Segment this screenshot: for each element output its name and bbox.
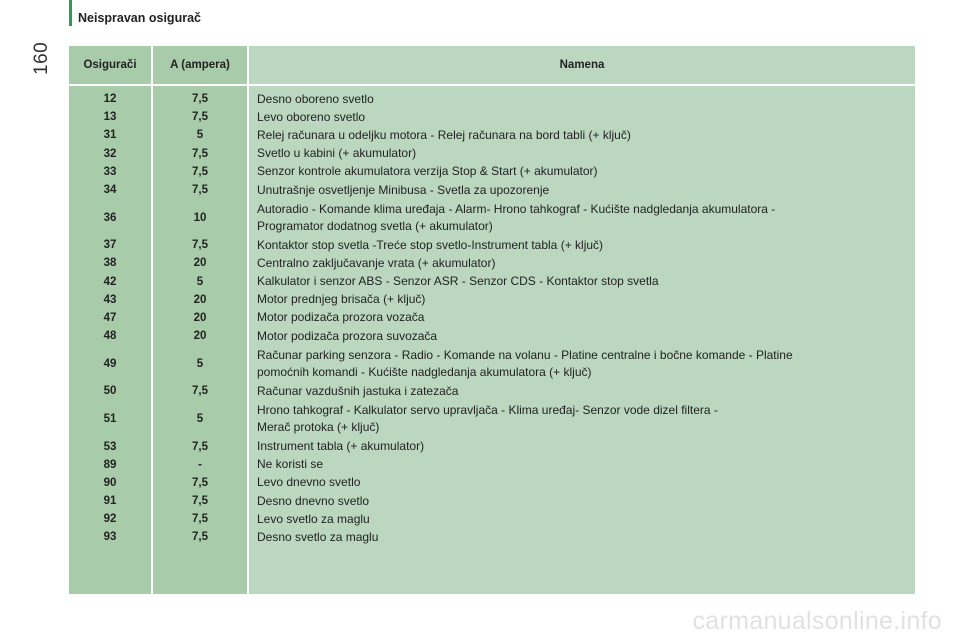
table-row bbox=[69, 327, 915, 345]
table-row bbox=[69, 510, 915, 528]
fuse-amperage: 7,5 bbox=[192, 476, 208, 489]
fuse-purpose: Hrono tahkograf - Kalkulator servo upravljača - Klima uređaj- Senzor vode dizel filtera - Merač protoka (+ ključ) bbox=[257, 402, 718, 434]
table-header bbox=[69, 46, 915, 86]
table-body bbox=[69, 90, 915, 547]
fuse-amperage: 5 bbox=[196, 412, 204, 425]
table-row bbox=[69, 437, 915, 455]
fuse-purpose: Levo dnevno svetlo bbox=[257, 475, 361, 490]
section-title: Neispravan osigurač bbox=[78, 11, 201, 25]
table-row bbox=[69, 181, 915, 199]
fuse-purpose: Računar parking senzora - Radio - Komande na volanu - Platine centralne i bočne komande - Platine pomoćnih komandi - Kućište nadgledanja akumulatora (+ ključ) bbox=[257, 347, 793, 379]
fuse-number: 47 bbox=[103, 311, 117, 324]
fuse-number: 90 bbox=[103, 476, 117, 489]
fuse-number: 38 bbox=[103, 257, 117, 270]
fuse-amperage: 5 bbox=[196, 275, 204, 288]
table-row bbox=[69, 291, 915, 309]
fuse-purpose: Levo svetlo za maglu bbox=[257, 511, 370, 526]
fuse-purpose: Kalkulator i senzor ABS - Senzor ASR - Senzor CDS - Kontaktor stop svetla bbox=[257, 274, 659, 289]
fuse-number: 93 bbox=[103, 531, 117, 544]
fuse-purpose: Senzor kontrole akumulatora verzija Stop & Start (+ akumulator) bbox=[257, 164, 598, 179]
table-row bbox=[69, 528, 915, 546]
fuse-number: 36 bbox=[103, 211, 117, 224]
watermark: carmanualsonline.info bbox=[692, 607, 942, 635]
table-row bbox=[69, 400, 915, 437]
fuse-amperage: 7,5 bbox=[192, 147, 208, 160]
section-accent-bar bbox=[69, 0, 72, 26]
fuse-purpose: Desno svetlo za maglu bbox=[257, 529, 379, 544]
header-fuse: Osigurači bbox=[83, 59, 137, 71]
fuse-purpose: Motor podizača prozora suvozača bbox=[257, 328, 438, 343]
table-row bbox=[69, 456, 915, 474]
fuse-amperage: 7,5 bbox=[192, 165, 208, 178]
table-row bbox=[69, 492, 915, 510]
fuse-number: 53 bbox=[103, 440, 117, 453]
table-row bbox=[69, 108, 915, 126]
fuse-number: 33 bbox=[103, 165, 117, 178]
fuse-number: 37 bbox=[103, 239, 117, 252]
table-row bbox=[69, 236, 915, 254]
fuse-number: 49 bbox=[103, 357, 117, 370]
fuse-number: 32 bbox=[103, 147, 117, 160]
fuse-number: 50 bbox=[103, 385, 117, 398]
fuse-purpose: Autoradio - Komande klima uređaja - Alarm- Hrono tahkograf - Kućište nadgledanja akumulatora - Programator dodatnog svetla (+ akumulator) bbox=[257, 201, 776, 233]
fuse-amperage: 20 bbox=[193, 330, 207, 343]
fuse-amperage: 20 bbox=[193, 311, 207, 324]
fuse-number: 42 bbox=[103, 275, 117, 288]
fuse-purpose: Kontaktor stop svetla -Treće stop svetlo-Instrument tabla (+ ključ) bbox=[257, 237, 604, 252]
table-row bbox=[69, 273, 915, 291]
fuse-number: 12 bbox=[103, 93, 117, 106]
table-row bbox=[69, 90, 915, 108]
fuse-number: 34 bbox=[103, 184, 117, 197]
fuse-number: 92 bbox=[103, 513, 117, 526]
fuse-purpose: Centralno zaključavanje vrata (+ akumulator) bbox=[257, 255, 496, 270]
fuse-amperage: 7,5 bbox=[192, 440, 208, 453]
fuse-amperage: 7,5 bbox=[192, 385, 208, 398]
fuse-purpose: Motor podizača prozora vozača bbox=[257, 310, 425, 325]
table-row bbox=[69, 254, 915, 272]
fuse-number: 13 bbox=[103, 111, 117, 124]
page-number: 160 bbox=[31, 41, 52, 75]
header-amps: A (ampera) bbox=[170, 59, 230, 71]
fuse-purpose: Desno oboreno svetlo bbox=[257, 91, 374, 106]
fuse-purpose: Svetlo u kabini (+ akumulator) bbox=[257, 146, 417, 161]
fuse-amperage: 7,5 bbox=[192, 184, 208, 197]
fuse-number: 51 bbox=[103, 412, 117, 425]
fuse-amperage: 7,5 bbox=[192, 513, 208, 526]
fuse-amperage: 5 bbox=[196, 357, 204, 370]
fuse-number: 43 bbox=[103, 293, 117, 306]
fuse-amperage: 10 bbox=[193, 211, 207, 224]
fuse-number: 48 bbox=[103, 330, 117, 343]
fuse-purpose: Računar vazdušnih jastuka i zatezača bbox=[257, 383, 459, 398]
fuse-amperage: 7,5 bbox=[192, 239, 208, 252]
fuse-amperage: 7,5 bbox=[192, 531, 208, 544]
table-row bbox=[69, 163, 915, 181]
fuse-purpose: Unutrašnje osvetljenje Minibusa - Svetla za upozorenje bbox=[257, 182, 550, 197]
fuse-amperage: 20 bbox=[193, 293, 207, 306]
fuse-table bbox=[69, 46, 915, 594]
table-row bbox=[69, 145, 915, 163]
fuse-purpose: Desno dnevno svetlo bbox=[257, 493, 370, 508]
table-row bbox=[69, 474, 915, 492]
fuse-amperage: 5 bbox=[196, 129, 204, 142]
fuse-purpose: Motor prednjeg brisača (+ ključ) bbox=[257, 292, 426, 307]
fuse-purpose: Ne koristi se bbox=[257, 457, 324, 472]
table-row bbox=[69, 126, 915, 144]
fuse-number: 91 bbox=[103, 495, 117, 508]
table-row bbox=[69, 345, 915, 382]
table-row bbox=[69, 199, 915, 236]
fuse-amperage: 7,5 bbox=[192, 495, 208, 508]
fuse-number: 89 bbox=[103, 458, 117, 471]
fuse-amperage: 7,5 bbox=[192, 93, 208, 106]
fuse-amperage: 7,5 bbox=[192, 111, 208, 124]
fuse-purpose: Instrument tabla (+ akumulator) bbox=[257, 439, 425, 454]
fuse-amperage: 20 bbox=[193, 257, 207, 270]
fuse-purpose: Levo oboreno svetlo bbox=[257, 109, 366, 124]
fuse-number: 31 bbox=[103, 129, 117, 142]
header-purpose: Namena bbox=[559, 59, 605, 71]
table-row bbox=[69, 382, 915, 400]
table-row bbox=[69, 309, 915, 327]
fuse-amperage: - bbox=[198, 458, 202, 471]
fuse-purpose: Relej računara u odeljku motora - Relej računara na bord tabli (+ ključ) bbox=[257, 127, 631, 142]
